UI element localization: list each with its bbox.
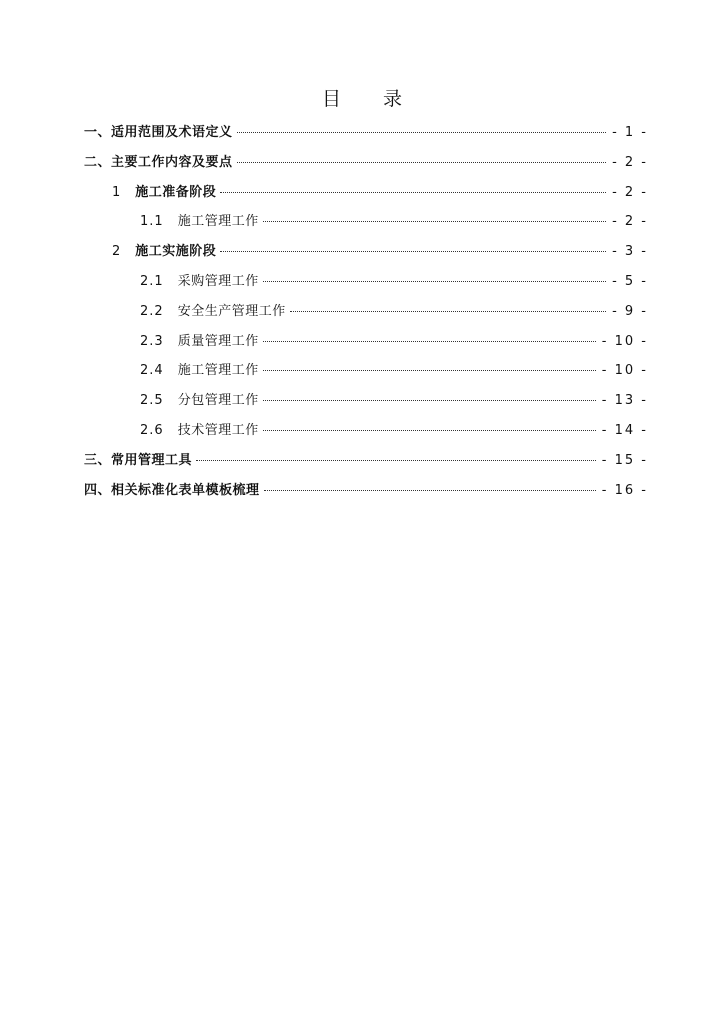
toc-entry[interactable] (84, 419, 648, 449)
toc-entry-number: 2.4 (140, 363, 164, 379)
dot-leader (263, 341, 596, 342)
toc-entry-label: 四、相关标准化表单模板梳理 (84, 482, 260, 498)
toc-entry-number: 2.2 (140, 303, 164, 319)
toc-entry-page: - 2 - (612, 214, 648, 230)
dot-leader (263, 221, 606, 222)
toc-entry[interactable] (84, 240, 648, 270)
toc-entry[interactable] (84, 181, 648, 211)
toc-entry-number: 1.1 (140, 214, 164, 230)
toc-entry-page: - 16 - (601, 482, 648, 498)
dot-leader (237, 132, 607, 133)
toc-entry-number: 2 (112, 244, 122, 260)
toc-entry-page: - 5 - (612, 273, 648, 289)
toc-entry[interactable] (84, 330, 648, 360)
toc-entry-number: 2.3 (140, 333, 164, 349)
toc-entry-page: - 2 - (612, 154, 648, 170)
toc-entry[interactable] (84, 151, 648, 181)
dot-leader (237, 162, 607, 163)
toc-entry-label: 采购管理工作 (177, 273, 259, 289)
toc-entry[interactable] (84, 389, 648, 419)
toc-title: 目 录 (321, 88, 421, 110)
toc-entry-label: 分包管理工作 (177, 393, 259, 409)
dot-leader (220, 251, 606, 252)
toc-entry-page: - 1 - (612, 125, 648, 140)
toc-entry-label: 一、适用范围及术语定义 (84, 125, 233, 140)
toc-entry[interactable] (84, 121, 648, 151)
toc-list (84, 121, 648, 508)
toc-entry-label: 施工实施阶段 (135, 244, 217, 260)
toc-entry-label: 质量管理工作 (177, 333, 259, 349)
dot-leader (263, 370, 596, 371)
toc-entry-number: 1 (112, 184, 122, 200)
dot-leader (263, 400, 596, 401)
toc-entry-page: - 15 - (601, 452, 648, 468)
toc-entry-label: 技术管理工作 (177, 422, 259, 438)
toc-entry[interactable] (84, 270, 648, 300)
toc-entry-label: 二、主要工作内容及要点 (84, 154, 233, 170)
toc-entry-label: 三、常用管理工具 (84, 452, 193, 468)
toc-entry-page: - 10 - (601, 333, 648, 349)
toc-entry-page: - 3 - (612, 244, 648, 260)
dot-leader (263, 430, 596, 431)
toc-entry-label: 施工准备阶段 (135, 184, 217, 200)
toc-entry-label: 施工管理工作 (177, 363, 259, 379)
toc-entry[interactable] (84, 210, 648, 240)
toc-entry-page: - 14 - (601, 422, 648, 438)
toc-entry-number: 2.6 (140, 422, 164, 438)
toc-entry[interactable] (84, 449, 648, 479)
dot-leader (220, 192, 606, 193)
dot-leader (196, 460, 596, 461)
toc-entry-label: 安全生产管理工作 (177, 303, 286, 319)
dot-leader (290, 311, 606, 312)
toc-entry-page: - 2 - (612, 184, 648, 200)
toc-entry-page: - 9 - (612, 303, 648, 319)
toc-entry-number: 2.1 (140, 273, 164, 289)
dot-leader (263, 281, 606, 282)
toc-entry-page: - 10 - (601, 363, 648, 379)
dot-leader (264, 490, 596, 491)
toc-entry[interactable] (84, 479, 648, 509)
toc-entry[interactable] (84, 300, 648, 330)
toc-entry-label: 施工管理工作 (177, 214, 259, 230)
toc-entry-page: - 13 - (601, 393, 648, 409)
toc-entry-number: 2.5 (140, 393, 164, 409)
toc-entry[interactable] (84, 359, 648, 389)
